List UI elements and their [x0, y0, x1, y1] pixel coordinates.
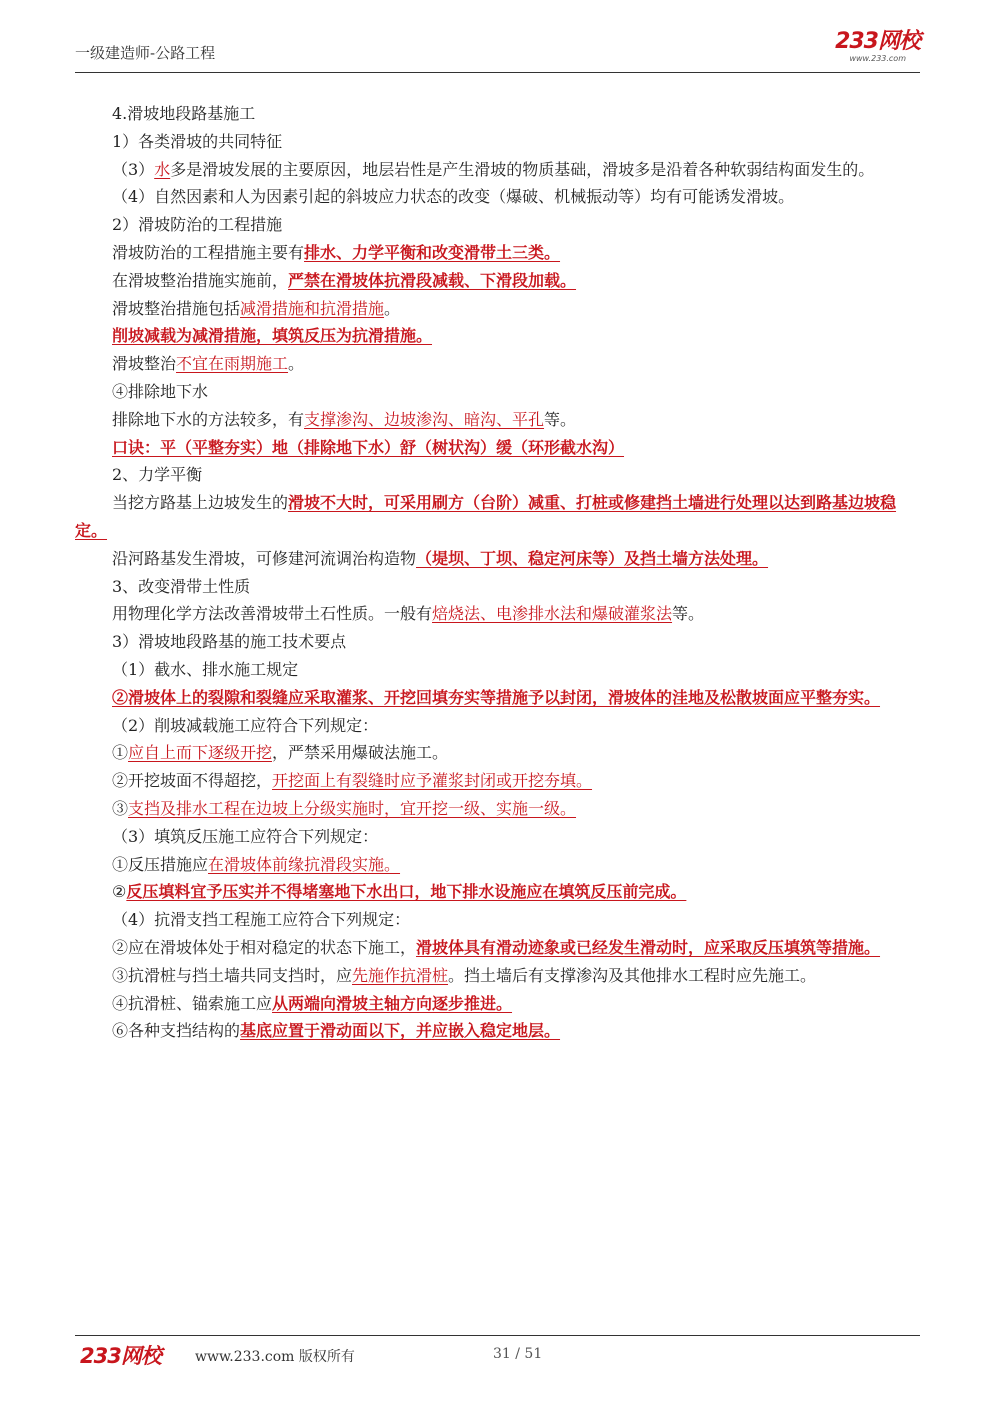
- paragraph: [75, 267, 920, 295]
- highlight: 开挖面上有裂缝时应予灌浆封闭或开挖夯填。: [272, 771, 593, 791]
- subsection-heading: 3、改变滑带土性质: [112, 576, 251, 596]
- paragraph: （4）抗滑支挡工程施工应符合下列规定：: [112, 910, 411, 930]
- paragraph: [75, 322, 920, 350]
- text: ③: [112, 798, 129, 818]
- paragraph: [75, 545, 920, 573]
- text: 等。: [672, 604, 705, 624]
- text: 在滑坡整治措施实施前，: [112, 270, 289, 290]
- text: ，严禁采用爆破法施工。: [272, 743, 449, 763]
- paragraph: [75, 962, 920, 990]
- page-footer: [75, 1335, 920, 1376]
- text: ②: [112, 882, 127, 902]
- paragraph: [75, 295, 920, 323]
- logo-text: 233网校: [835, 29, 920, 54]
- paragraph: [75, 600, 920, 628]
- brand-logo: [835, 30, 920, 63]
- highlight: 严禁在滑坡体抗滑段减载、下滑段加载。: [288, 270, 577, 290]
- highlight: 口诀：平（平整夯实）地（排除地下水）舒（树状沟）缓（环形截水沟）: [112, 437, 625, 457]
- highlight: 滑坡不大时，可采用刷方（台阶）减重、打桩或修建挡土墙进行处理以达到路基边坡稳定。: [75, 493, 897, 540]
- text: ①: [112, 743, 129, 763]
- text: ①反压措施应: [112, 854, 209, 874]
- footer-logo: 233网校: [80, 1344, 161, 1368]
- text: 用物理化学方法改善滑坡带土石性质。一般有: [112, 604, 433, 624]
- text: 等。: [544, 409, 577, 429]
- logo-url: www.233.com: [849, 54, 906, 63]
- paragraph: [75, 406, 920, 434]
- text: 沿河路基发生滑坡，可修建河流调治构造物: [112, 548, 417, 568]
- highlight: 支挡及排水工程在边坡上分级实施时，宜开挖一级、实施一级。: [128, 798, 577, 818]
- text: ③抗滑桩与挡土墙共同支挡时，应: [112, 965, 353, 985]
- page-number: 31 / 51: [493, 1346, 543, 1362]
- highlight: 滑坡体具有滑动迹象或已经发生滑动时，应采取反压填筑等措施。: [416, 937, 881, 957]
- paragraph: [75, 1017, 920, 1045]
- text: ②开挖坡面不得超挖，: [112, 771, 273, 791]
- paragraph: ④排除地下水: [112, 381, 209, 401]
- subsection-heading: 2、力学平衡: [112, 465, 203, 485]
- page-header: [75, 28, 920, 73]
- text: 滑坡整治措施包括: [112, 298, 241, 318]
- subsection-heading: 1）各类滑坡的共同特征: [112, 131, 283, 151]
- subsection-heading: 2）滑坡防治的工程措施: [112, 215, 283, 235]
- paragraph: （4）自然因素和人为因素引起的斜坡应力状态的改变（爆破、机械振动等）均有可能诱发滑坡。: [112, 187, 795, 207]
- text: ⑥各种支挡结构的: [112, 1021, 241, 1041]
- paragraph: [75, 739, 920, 767]
- paragraph: [75, 795, 920, 823]
- paragraph: （1）截水、排水施工规定: [112, 659, 299, 679]
- text: 滑坡防治的工程措施主要有: [112, 242, 305, 262]
- header-title: 一级建造师-公路工程: [75, 44, 216, 62]
- text: ②应在滑坡体处于相对稳定的状态下施工，: [112, 937, 417, 957]
- paragraph: [75, 990, 920, 1018]
- text: 。: [288, 354, 305, 374]
- highlight: 支撑渗沟、边坡渗沟、暗沟、平孔: [304, 409, 545, 429]
- paragraph: [75, 934, 920, 962]
- highlight: 水: [154, 159, 171, 179]
- highlight: ②滑坡体上的裂隙和裂缝应采取灌浆、开挖回填夯实等措施予以封闭，滑坡体的洼地及松散坡面应平整夯实。: [112, 687, 881, 707]
- text: （3）: [112, 159, 155, 179]
- highlight: 削坡减载为减滑措施，填筑反压为抗滑措施。: [112, 326, 433, 346]
- paragraph: [75, 350, 920, 378]
- text: 滑坡整治: [112, 354, 177, 374]
- text: ④抗滑桩、锚索施工应: [112, 993, 273, 1013]
- highlight: （堤坝、丁坝、稳定河床等）及挡土墙方法处理。: [416, 548, 769, 568]
- paragraph: [75, 156, 920, 184]
- paragraph: [75, 767, 920, 795]
- subsection-heading: 3）滑坡地段路基的施工技术要点: [112, 632, 347, 652]
- paragraph: （2）削坡减载施工应符合下列规定：: [112, 715, 379, 735]
- highlight: 在滑坡体前缘抗滑段实施。: [208, 854, 401, 874]
- highlight: 减滑措施和抗滑措施: [240, 298, 385, 318]
- paragraph: [75, 489, 920, 545]
- paragraph: [75, 684, 920, 712]
- paragraph: [75, 878, 920, 906]
- highlight: 基底应置于滑动面以下，并应嵌入稳定地层。: [240, 1021, 561, 1041]
- highlight: 不宜在雨期施工: [176, 354, 289, 374]
- text: 。: [384, 298, 401, 318]
- highlight: 焙烧法、电渗排水法和爆破灌浆法: [432, 604, 673, 624]
- highlight: 反压填料宜予压实并不得堵塞地下水出口，地下排水设施应在填筑反压前完成。: [126, 882, 687, 902]
- highlight: 先施作抗滑桩: [352, 965, 449, 985]
- text: 当挖方路基上边坡发生的: [112, 493, 289, 513]
- highlight: 应自上而下逐级开挖: [128, 743, 273, 763]
- document-body: [75, 100, 920, 1045]
- paragraph: [75, 851, 920, 879]
- paragraph: [75, 239, 920, 267]
- paragraph: [75, 434, 920, 462]
- footer-copyright: www.233.com 版权所有: [195, 1349, 355, 1365]
- text: 多是滑坡发展的主要原因，地层岩性是产生滑坡的物质基础，滑坡多是沿着各种软弱结构面发生的。: [170, 159, 875, 179]
- text: 。挡土墙后有支撑渗沟及其他排水工程时应先施工。: [448, 965, 817, 985]
- text: 排除地下水的方法较多，有: [112, 409, 305, 429]
- highlight: 从两端向滑坡主轴方向逐步推进。: [272, 993, 513, 1013]
- section-heading: 4.滑坡地段路基施工: [112, 104, 256, 123]
- paragraph: （3）填筑反压施工应符合下列规定：: [112, 826, 379, 846]
- highlight: 排水、力学平衡和改变滑带土三类。: [304, 242, 561, 262]
